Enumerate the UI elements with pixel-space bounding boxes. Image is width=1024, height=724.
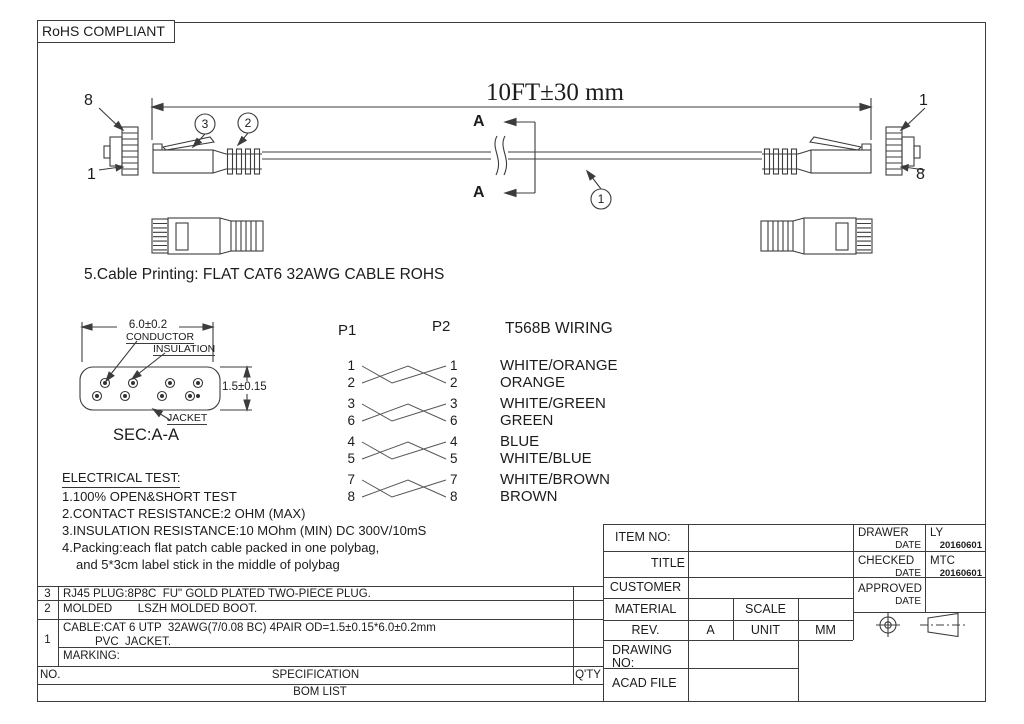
bom-row-no: 3: [44, 588, 51, 600]
electrical-note: 2.CONTACT RESISTANCE:2 OHM (MAX): [62, 506, 306, 521]
cs-insulation-label: INSULATION: [153, 343, 216, 355]
wire-color: WHITE/BLUE: [500, 450, 592, 467]
electrical-note: 4.Packing:each flat patch cable packed in one polybag,: [62, 540, 380, 555]
scale-label: SCALE: [745, 602, 786, 616]
material-label: MATERIAL: [614, 602, 677, 616]
p2-pin: 4: [450, 434, 458, 449]
acad-file-label: ACAD FILE: [612, 676, 677, 690]
section-letter-top: A: [473, 113, 485, 130]
bom-row-spec: PVC JACKET.: [95, 636, 172, 648]
cs-height-dim: 1.5±0.15: [222, 381, 267, 393]
drawer-date-label: DATE: [895, 540, 921, 551]
section-letter-bottom: A: [473, 184, 485, 201]
bom-header-qty: Q'TY: [575, 669, 601, 681]
p1-pin: 5: [347, 451, 355, 466]
cs-width-dim: 6.0±0.2: [117, 319, 179, 332]
checked-date-value: 20160601: [939, 568, 982, 579]
electrical-note: and 5*3cm label stick in the middle of polybag: [76, 557, 340, 572]
title-label: TITLE: [650, 556, 686, 570]
drawer-label: DRAWER: [858, 527, 909, 539]
electrical-note: 3.INSULATION RESISTANCE:10 MOhm (MIN) DC 300V/10mS: [62, 523, 427, 538]
bom-row-no: 2: [44, 603, 51, 615]
p1-pin: 7: [347, 472, 355, 487]
bom-row-spec: RJ45 PLUG:8P8C FU" GOLD PLATED TWO-PIECE PLUG.: [63, 588, 371, 600]
unit-label: UNIT: [750, 623, 781, 637]
wire-color: WHITE/GREEN: [500, 395, 606, 412]
wiring-p1-label: P1: [338, 322, 357, 339]
checked-value: MTC: [930, 555, 955, 567]
unit-value: MM: [815, 623, 836, 637]
cs-conductor-label: CONDUCTOR: [126, 331, 195, 343]
callout-cable-number: 1: [597, 192, 605, 206]
p2-pin: 2: [450, 375, 458, 390]
left-plug-face-view: [99, 108, 138, 175]
rev-value: A: [706, 623, 715, 637]
cone-symbol-icon: [920, 614, 968, 637]
left-plug-side-view: [153, 137, 262, 174]
p2-pin: 7: [450, 472, 458, 487]
conductor-pairs: [93, 379, 203, 401]
rohs-label: RoHS COMPLIANT: [42, 23, 165, 39]
bom-row-spec: CABLE:CAT 6 UTP 32AWG(7/0.08 BC) 4PAIR OD=1.5±0.15*6.0±0.2mm: [63, 622, 436, 634]
p2-pin: 1: [450, 358, 458, 373]
bom-row-spec: MARKING:: [63, 650, 120, 662]
p1-pin: 6: [347, 413, 355, 428]
drawing-no-label-line1: DRAWING: [612, 643, 672, 657]
callout-balloons: [193, 113, 611, 209]
electrical-note: 1.100% OPEN&SHORT TEST: [62, 489, 237, 504]
wire-color: GREEN: [500, 412, 554, 429]
p2-pin: 3: [450, 396, 458, 411]
bom-row-no: 1: [44, 634, 51, 646]
right-plug-face-view: [886, 108, 925, 175]
electrical-test-heading: ELECTRICAL TEST:: [62, 471, 180, 488]
rev-label: REV.: [631, 623, 660, 637]
p1-pin: 1: [347, 358, 355, 373]
wiring-crossovers: [362, 366, 446, 497]
drawing-no-label-line2: NO:: [612, 656, 635, 670]
target-symbol-icon: [876, 613, 900, 637]
cs-section-name: SEC:A-A: [113, 426, 180, 444]
p2-pin: 6: [450, 413, 458, 428]
drawer-date-value: 20160601: [939, 540, 982, 551]
p1-pin: 8: [347, 489, 355, 504]
section-cut-marks: [505, 119, 535, 197]
flat-cable: [262, 136, 762, 175]
checked-date-label: DATE: [895, 568, 921, 579]
p1-pin: 2: [347, 375, 355, 390]
cs-jacket-label: JACKET: [167, 412, 208, 424]
wiring-p2-label: P2: [432, 318, 451, 335]
pin8-label-left: 8: [84, 92, 93, 109]
bom-row-spec: MOLDED LSZH MOLDED BOOT.: [63, 603, 258, 615]
length-dimension: 10FT±30 mm: [485, 79, 625, 106]
right-plug-top-view: [761, 218, 872, 254]
p2-pin: 8: [450, 489, 458, 504]
p2-pin: 5: [450, 451, 458, 466]
cable-print-note: 5.Cable Printing: FLAT CAT6 32AWG CABLE ROHS: [84, 266, 445, 283]
bom-header-spec: SPECIFICATION: [271, 669, 360, 681]
p1-pin: 3: [347, 396, 355, 411]
pin8-label-right: 8: [916, 166, 925, 183]
pin1-label-left: 1: [87, 166, 96, 183]
wire-color: ORANGE: [500, 374, 566, 391]
drawer-value: LY: [930, 527, 944, 539]
p1-pin: 4: [347, 434, 355, 449]
wiring-title: T568B WIRING: [505, 320, 613, 337]
item-no-label: ITEM NO:: [615, 530, 671, 544]
projection-symbols: [876, 613, 968, 637]
approved-date-label: DATE: [895, 596, 921, 607]
wire-color: WHITE/ORANGE: [500, 357, 618, 374]
callout-boot-number: 2: [244, 116, 252, 130]
callout-plug-number: 3: [201, 117, 209, 131]
left-plug-top-view: [152, 218, 263, 254]
customer-label: CUSTOMER: [609, 580, 682, 594]
checked-label: CHECKED: [858, 555, 915, 567]
pin1-label-right: 1: [919, 92, 928, 109]
wire-color: BLUE: [500, 433, 540, 450]
bom-title: BOM LIST: [293, 686, 347, 698]
wire-color: WHITE/BROWN: [500, 471, 610, 488]
bom-header-no: NO.: [40, 669, 61, 681]
right-plug-side-view: [762, 137, 871, 174]
wire-color: BROWN: [500, 488, 558, 505]
approved-label: APPROVED: [858, 583, 922, 595]
